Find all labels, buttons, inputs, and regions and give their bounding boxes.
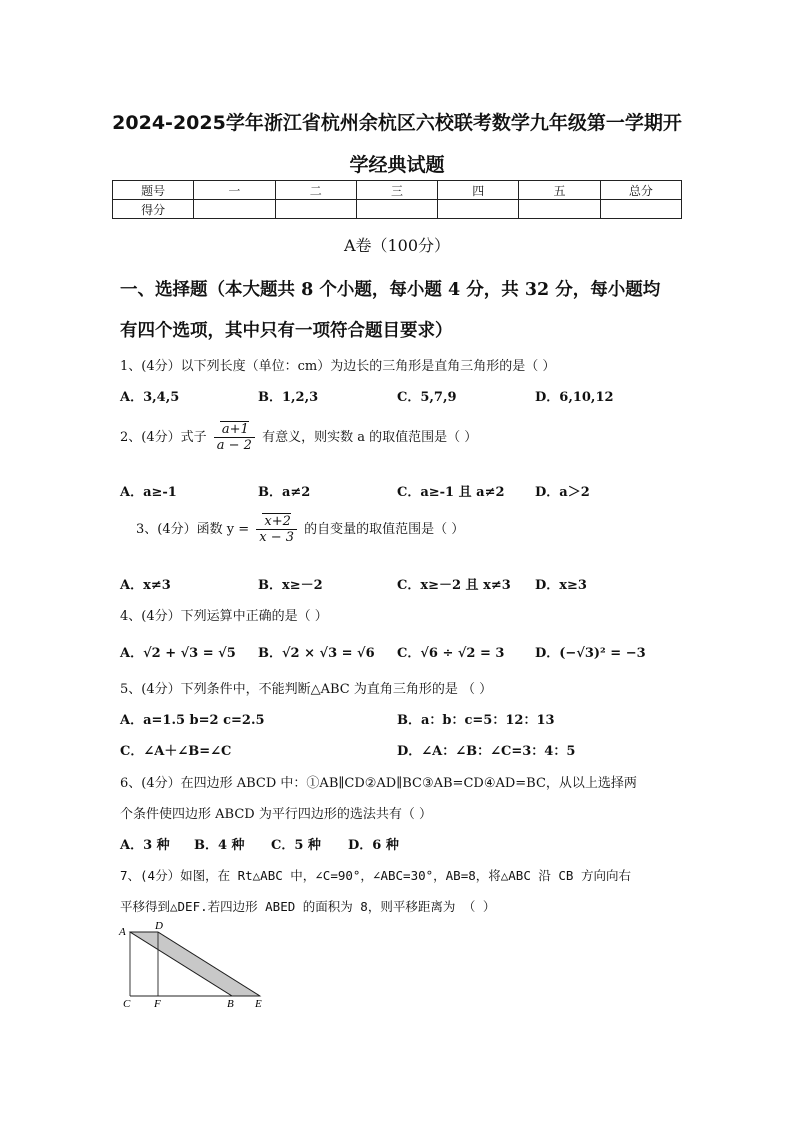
exam-title-line2: 学经典试题 [349, 154, 445, 176]
segment-de [158, 932, 260, 996]
label-e: E [255, 998, 262, 1008]
score-table-score-row [113, 200, 682, 219]
question-3-text [136, 514, 464, 545]
question-5-option-c: C．∠A＋∠B=∠C [120, 744, 232, 759]
question-3-numerator: x+2 [264, 514, 291, 529]
section-heading-line2: 有四个选项，其中只有一项符合题目要求） [120, 321, 453, 341]
question-3-option-c: C．x≥－2 且 x≠3 [397, 578, 511, 593]
question-5-option-d: D．∠A：∠B：∠C=3：4：5 [397, 744, 576, 759]
question-6-option-d: D．6 种 [348, 838, 399, 853]
question-4-option-a: A．√2 + √3 = √5 [120, 646, 236, 661]
question-1-text: 1、(4分）以下列长度（单位：cm）为边长的三角形是直角三角形的是（ ） [120, 359, 556, 374]
question-1-option-d: D．6,10,12 [535, 390, 614, 405]
question-7-line1: 7、(4分）如图，在 Rt△ABC 中，∠C=90°，∠ABC=30°，AB=8，将△ABC 沿 CB 方向向右 [120, 868, 631, 883]
question-5-option-a: A．a=1.5 b=2 c=2.5 [120, 713, 265, 728]
table-cell [600, 200, 681, 219]
question-4-option-b: B．√2 × √3 = √6 [258, 646, 375, 661]
label-f: F [154, 998, 161, 1008]
question-6-line2: 个条件使四边形 ABCD 为平行四边形的选法共有（ ） [120, 807, 432, 822]
table-cell [194, 200, 275, 219]
question-2-numerator: a+1 [221, 422, 249, 437]
question-6-option-c: C．5 种 [271, 838, 321, 853]
question-2-option-d: D．a＞2 [535, 485, 590, 500]
question-4-option-c: C．√6 ÷ √2 = 3 [397, 646, 505, 661]
exam-title-line1: 2024-2025学年浙江省杭州余杭区六校联考数学九年级第一学期开 [112, 112, 682, 134]
segment-ab [130, 932, 232, 996]
question-2-option-b: B．a≠2 [258, 485, 311, 500]
question-1-option-b: B．1,2,3 [258, 390, 319, 405]
table-cell: 二 [275, 181, 356, 200]
label-c: C [123, 998, 131, 1008]
question-6-option-a: A．3 种 [120, 838, 170, 853]
label-a: A [119, 926, 126, 938]
label-b: B [227, 998, 234, 1008]
question-2-option-a: A．a≥-1 [120, 485, 177, 500]
question-5-text: 5、(4分）下列条件中，不能判断△ABC 为直角三角形的是 （ ） [120, 682, 493, 697]
question-7-line2: 平移得到△DEF.若四边形 ABED 的面积为 8，则平移距离为 （ ） [120, 899, 496, 914]
table-cell: 五 [519, 181, 600, 200]
question-2-prefix: 2、(4分）式子 [120, 430, 207, 445]
question-3-fraction [256, 514, 297, 545]
question-3-prefix: 3、(4分）函数 y = [136, 522, 250, 537]
table-cell [356, 200, 437, 219]
label-d: D [155, 920, 163, 932]
question-2-text [120, 422, 477, 453]
shaded-quadrilateral-abed [130, 932, 260, 996]
table-cell [438, 200, 519, 219]
question-6-line1: 6、(4分）在四边形 ABCD 中：①AB∥CD②AD∥BC③AB=CD④AD=BC，从以上选择两 [120, 776, 637, 791]
table-cell: 一 [194, 181, 275, 200]
question-5-option-b: B．a：b：c=5：12：13 [397, 713, 555, 728]
question-2-fraction [214, 422, 255, 453]
table-cell: 得分 [113, 200, 194, 219]
table-cell [519, 200, 600, 219]
question-6-option-b: B．4 种 [194, 838, 245, 853]
table-cell [275, 200, 356, 219]
question-2-option-c: C．a≥-1 且 a≠2 [397, 485, 505, 500]
question-1-option-c: C．5,7,9 [397, 390, 457, 405]
question-3-option-a: A．x≠3 [120, 578, 171, 593]
question-3-suffix: 的自变量的取值范围是（ ） [304, 522, 465, 537]
section-heading-line1: 一、选择题（本大题共 8 个小题，每小题 4 分，共 32 分，每小题均 [120, 280, 661, 300]
table-cell: 四 [438, 181, 519, 200]
score-table [112, 180, 682, 219]
table-cell: 三 [356, 181, 437, 200]
score-table-header-row [113, 181, 682, 200]
question-3-option-d: D．x≥3 [535, 578, 587, 593]
question-1-option-a: A．3,4,5 [120, 390, 180, 405]
question-3-option-b: B．x≥－2 [258, 578, 323, 593]
table-cell: 题号 [113, 181, 194, 200]
question-2-denominator: a − 2 [216, 438, 252, 453]
question-2-suffix: 有意义，则实数 a 的取值范围是（ ） [262, 430, 478, 445]
question-3-denominator: x − 3 [259, 530, 295, 545]
paper-label: A卷（100分） [343, 236, 451, 255]
question-4-text: 4、(4分）下列运算中正确的是（ ） [120, 609, 328, 624]
table-cell: 总分 [600, 181, 681, 200]
question-7-figure [116, 918, 296, 1008]
question-4-option-d: D．(−√3)² = −3 [535, 646, 646, 661]
